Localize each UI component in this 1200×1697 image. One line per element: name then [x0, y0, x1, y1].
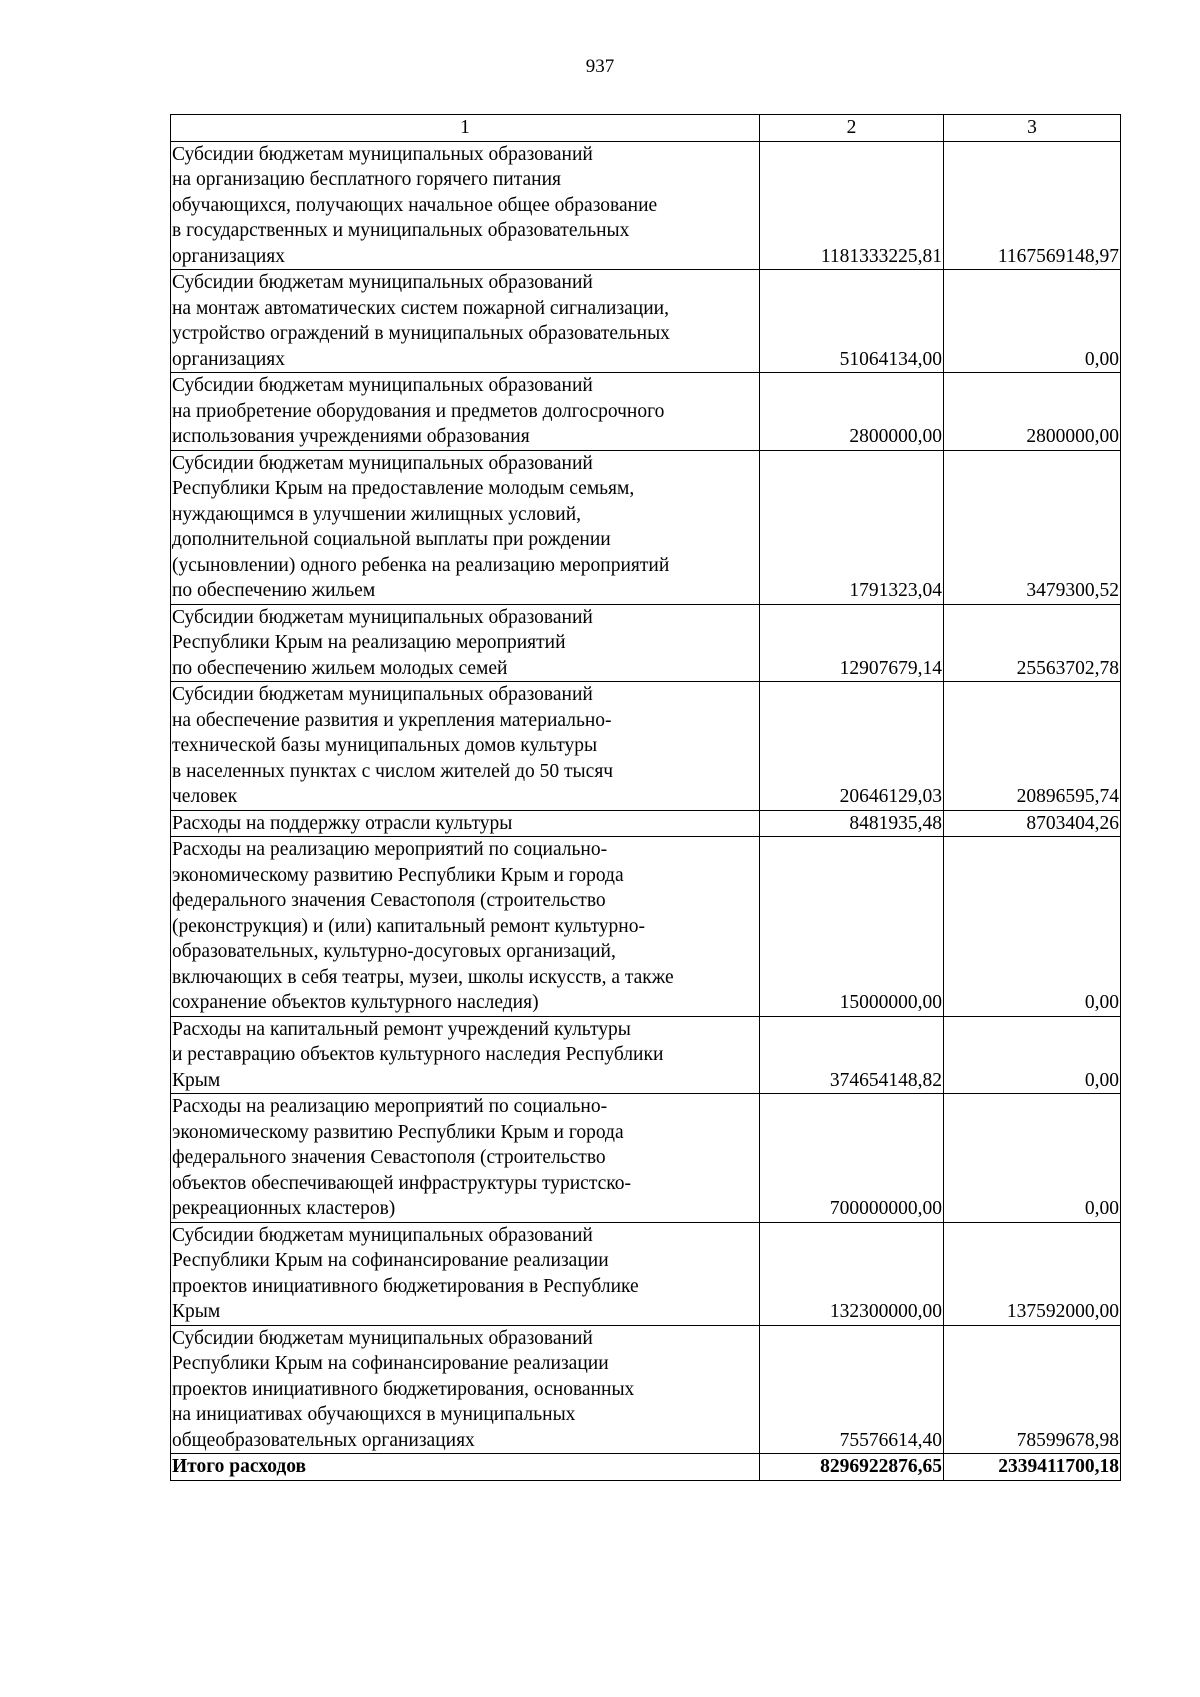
row-description: Субсидии бюджетам муниципальных образований Республики Крым на софинансирование реализации проектов инициативного бюджетирования в Республике Крым	[171, 1222, 760, 1325]
table-header-row	[171, 115, 1121, 142]
table-row	[171, 270, 1121, 373]
column-header-2: 2	[760, 115, 944, 142]
row-value-col3: 1167569148,97	[944, 141, 1121, 270]
row-value-col2: 700000000,00	[760, 1094, 944, 1223]
row-value-col3: 0,00	[944, 1016, 1121, 1094]
row-value-col2: 374654148,82	[760, 1016, 944, 1094]
row-value-col3: 2800000,00	[944, 373, 1121, 451]
table-row	[171, 1325, 1121, 1454]
row-description: Расходы на реализацию мероприятий по социально- экономическому развитию Республики Крым и города федерального значения Севастополя (строительство (реконструкция) и (или) капитальный ремонт культурно- образовательных, культурно-досуговых организаций, включающих в себя театры, музеи, школы искусств, а также сохранение объектов культурного наследия)	[171, 837, 760, 1017]
table-row	[171, 604, 1121, 682]
row-value-col3: 0,00	[944, 837, 1121, 1017]
table-row	[171, 450, 1121, 604]
row-description: Расходы на реализацию мероприятий по социально- экономическому развитию Республики Крым и города федерального значения Севастополя (строительство объектов обеспечивающей инфраструктуры туристско- рекреационных кластеров)	[171, 1094, 760, 1223]
total-value-col2: 8296922876,65	[760, 1454, 944, 1481]
table-row	[171, 141, 1121, 270]
table-row	[171, 837, 1121, 1017]
row-value-col2: 132300000,00	[760, 1222, 944, 1325]
row-value-col2: 75576614,40	[760, 1325, 944, 1454]
row-value-col2: 2800000,00	[760, 373, 944, 451]
row-value-col2: 8481935,48	[760, 810, 944, 837]
row-value-col3: 0,00	[944, 1094, 1121, 1223]
total-value-col3: 2339411700,18	[944, 1454, 1121, 1481]
table-row	[171, 373, 1121, 451]
row-value-col3: 137592000,00	[944, 1222, 1121, 1325]
row-description: Субсидии бюджетам муниципальных образований Республики Крым на софинансирование реализации проектов инициативного бюджетирования, основанных на инициативах обучающихся в муниципальных общеобразовательных организациях	[171, 1325, 760, 1454]
row-description: Расходы на поддержку отрасли культуры	[171, 810, 760, 837]
row-value-col2: 15000000,00	[760, 837, 944, 1017]
table-row	[171, 1016, 1121, 1094]
page-number: 937	[585, 56, 615, 77]
budget-table	[170, 114, 1121, 1481]
row-value-col3: 78599678,98	[944, 1325, 1121, 1454]
row-description: Субсидии бюджетам муниципальных образований на приобретение оборудования и предметов долгосрочного использования учреждениями образования	[171, 373, 760, 451]
row-description: Субсидии бюджетам муниципальных образований на обеспечение развития и укрепления материально- технической базы муниципальных домов культуры в населенных пунктах с числом жителей до 50 тысяч человек	[171, 682, 760, 811]
row-description: Субсидии бюджетам муниципальных образований на монтаж автоматических систем пожарной сигнализации, устройство ограждений в муниципальных образовательных организациях	[171, 270, 760, 373]
row-value-col3: 20896595,74	[944, 682, 1121, 811]
row-description: Расходы на капитальный ремонт учреждений культуры и реставрацию объектов культурного наследия Республики Крым	[171, 1016, 760, 1094]
table-row	[171, 1094, 1121, 1223]
column-header-3: 3	[944, 115, 1121, 142]
column-header-1: 1	[171, 115, 760, 142]
row-value-col2: 1181333225,81	[760, 141, 944, 270]
row-description: Субсидии бюджетам муниципальных образований Республики Крым на реализацию мероприятий по обеспечению жильем молодых семей	[171, 604, 760, 682]
row-value-col2: 51064134,00	[760, 270, 944, 373]
row-value-col3: 25563702,78	[944, 604, 1121, 682]
total-row	[171, 1454, 1121, 1481]
row-description: Субсидии бюджетам муниципальных образований на организацию бесплатного горячего питания обучающихся, получающих начальное общее образование в государственных и муниципальных образовательных организациях	[171, 141, 760, 270]
row-description: Субсидии бюджетам муниципальных образований Республики Крым на предоставление молодым семьям, нуждающимся в улучшении жилищных условий, дополнительной социальной выплаты при рождении (усыновлении) одного ребенка на реализацию мероприятий по обеспечению жильем	[171, 450, 760, 604]
table-row	[171, 810, 1121, 837]
row-value-col3: 3479300,52	[944, 450, 1121, 604]
row-value-col3: 8703404,26	[944, 810, 1121, 837]
table-row	[171, 1222, 1121, 1325]
row-value-col2: 12907679,14	[760, 604, 944, 682]
row-value-col3: 0,00	[944, 270, 1121, 373]
row-value-col2: 1791323,04	[760, 450, 944, 604]
row-value-col2: 20646129,03	[760, 682, 944, 811]
total-label: Итого расходов	[171, 1454, 760, 1481]
table-row	[171, 682, 1121, 811]
